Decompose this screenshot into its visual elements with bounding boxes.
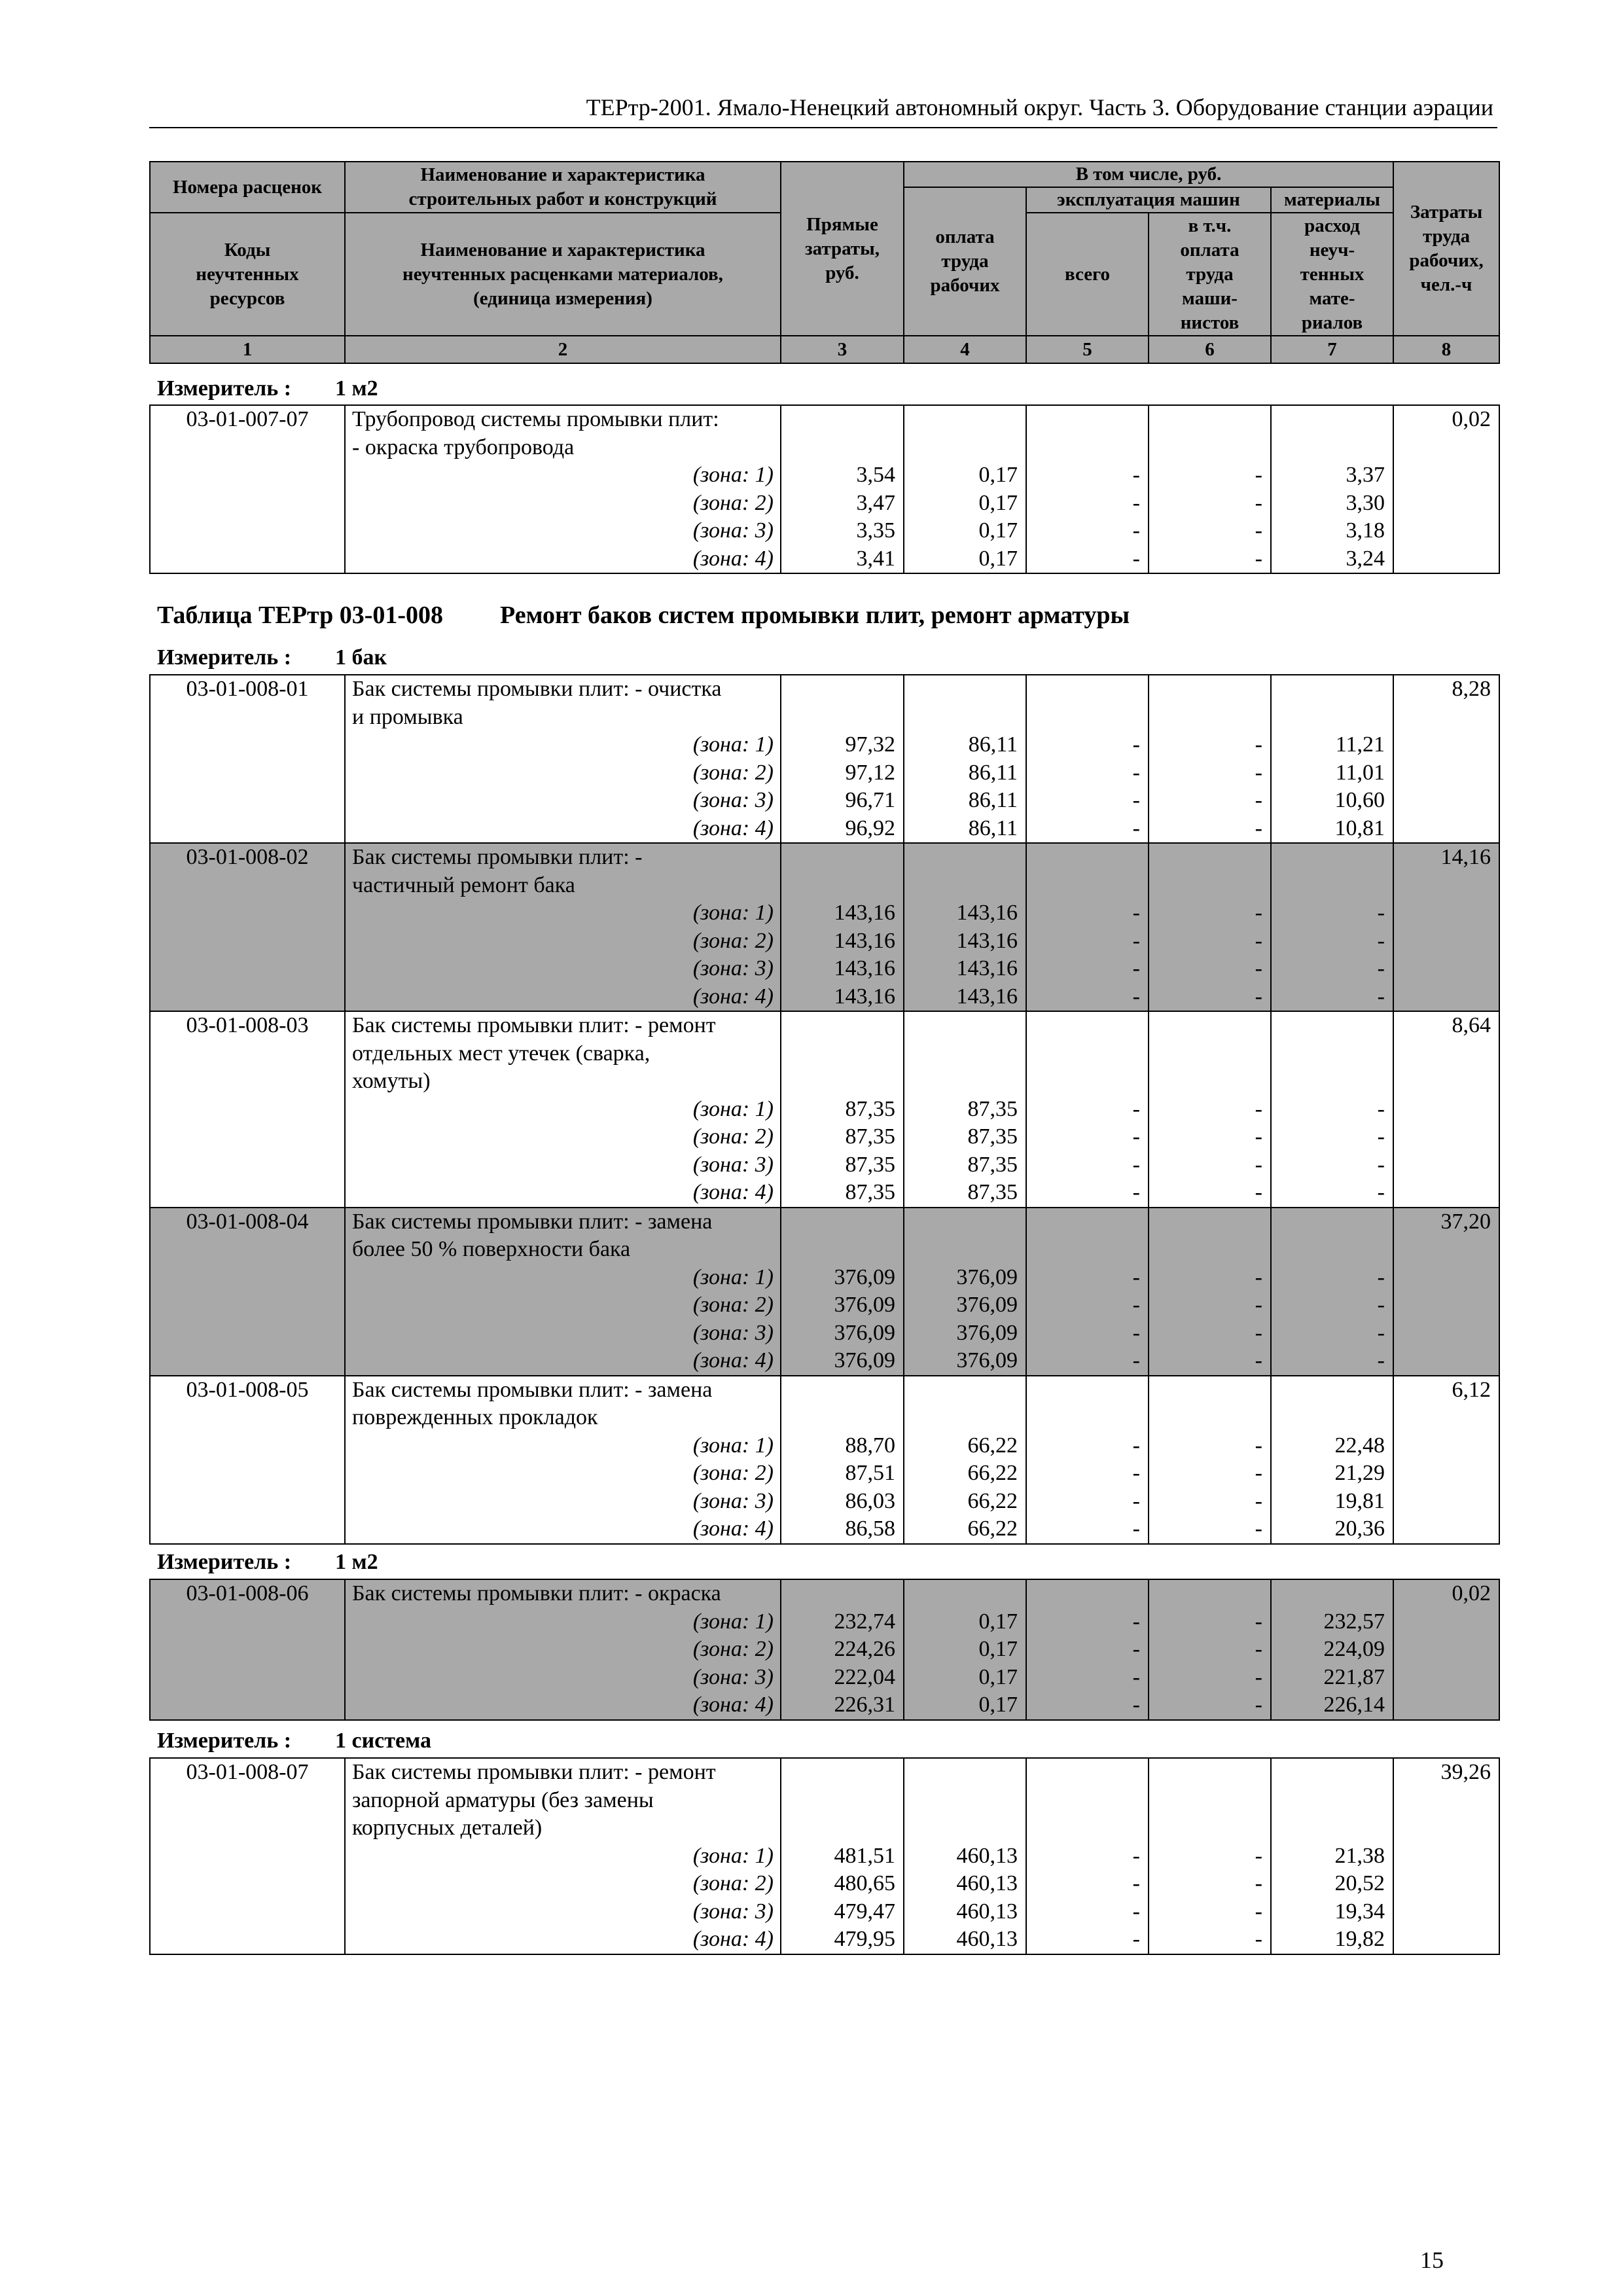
rate-code: 03-01-007-07 xyxy=(186,407,309,431)
col1-header-bottom: Коды неучтенных ресурсов xyxy=(150,213,345,336)
zone-label: (зона: 2) xyxy=(692,760,774,785)
machinist-pay-value: - xyxy=(1255,928,1262,953)
measure-label: Измеритель : xyxy=(157,645,292,670)
col-number: 3 xyxy=(781,336,904,363)
machine-total-value: - xyxy=(1132,1348,1140,1372)
materials-value: 19,81 xyxy=(1334,1488,1385,1513)
rates-table xyxy=(149,1579,1500,1721)
zone-label: (зона: 3) xyxy=(692,956,774,980)
direct-cost-value: 96,92 xyxy=(845,816,895,840)
machine-total-value: - xyxy=(1132,546,1140,571)
direct-cost-value: 86,58 xyxy=(845,1516,895,1541)
col-number: 6 xyxy=(1149,336,1271,363)
rate-code: 03-01-008-04 xyxy=(186,1209,309,1234)
col-number: 1 xyxy=(150,336,345,363)
zone-label: (зона: 2) xyxy=(692,1637,774,1661)
zone-label: (зона: 4) xyxy=(692,984,774,1009)
machinist-pay-value: - xyxy=(1255,760,1262,785)
rate-name-line: запорной арматуры (без замены xyxy=(352,1787,654,1812)
worker-pay-value: 460,13 xyxy=(956,1843,1018,1868)
machine-total-value: - xyxy=(1132,1265,1140,1289)
rate-name-line: Трубопровод системы промывки плит: xyxy=(352,407,719,431)
rates-table xyxy=(149,674,1500,1545)
column-header-table xyxy=(149,161,1500,364)
materials-value: - xyxy=(1377,1124,1385,1149)
worker-pay-value: 87,35 xyxy=(967,1124,1018,1149)
worker-pay-value: 66,22 xyxy=(967,1433,1018,1458)
zone-label: (зона: 3) xyxy=(692,1899,774,1924)
rate-name-line: Бак системы промывки плит: - xyxy=(352,845,643,869)
materials-value: 221,87 xyxy=(1323,1664,1385,1689)
zone-label: (зона: 3) xyxy=(692,788,774,812)
machine-total-value: - xyxy=(1132,1664,1140,1689)
worker-pay-value: 143,16 xyxy=(956,928,1018,953)
direct-cost-value: 3,47 xyxy=(856,490,895,515)
rate-name-line: Бак системы промывки плит: - окраска xyxy=(352,1581,721,1605)
worker-pay-value: 143,16 xyxy=(956,956,1018,980)
worker-pay-value: 460,13 xyxy=(956,1927,1018,1951)
rate-code: 03-01-008-02 xyxy=(186,845,309,869)
worker-pay-value: 66,22 xyxy=(967,1488,1018,1513)
zone-label: (зона: 2) xyxy=(692,1871,774,1895)
materials-value: 3,37 xyxy=(1346,463,1385,487)
direct-cost-value: 96,71 xyxy=(845,788,895,812)
machinist-pay-value: - xyxy=(1255,1899,1262,1924)
zone-label: (зона: 4) xyxy=(692,1348,774,1372)
materials-value: 11,01 xyxy=(1335,760,1385,785)
worker-pay-value: 460,13 xyxy=(956,1871,1018,1895)
zone-label: (зона: 1) xyxy=(692,901,774,925)
worker-pay-value: 0,17 xyxy=(978,1664,1018,1689)
direct-cost-value: 3,54 xyxy=(856,463,895,487)
rate-row xyxy=(150,843,1499,1011)
col2-header-bottom: Наименование и характеристика неучтенных расценками материалов, (единица измерения) xyxy=(345,213,781,336)
rate-name-line: - окраска трубопровода xyxy=(352,435,575,459)
group-header-materials: материалы xyxy=(1271,187,1393,213)
zone-label: (зона: 1) xyxy=(692,1609,774,1634)
labor-cost-value: 0,02 xyxy=(1452,1581,1491,1605)
zone-label: (зона: 2) xyxy=(692,1293,774,1317)
zone-label: (зона: 3) xyxy=(692,1664,774,1689)
worker-pay-value: 86,11 xyxy=(968,788,1018,812)
worker-pay-value: 66,22 xyxy=(967,1461,1018,1485)
machine-total-value: - xyxy=(1132,1609,1140,1634)
machinist-pay-value: - xyxy=(1255,901,1262,925)
zone-label: (зона: 1) xyxy=(692,1096,774,1121)
worker-pay-value: 376,09 xyxy=(956,1265,1018,1289)
machinist-pay-value: - xyxy=(1255,1320,1262,1345)
labor-cost-value: 37,20 xyxy=(1440,1209,1491,1234)
measure-value: 1 бак xyxy=(335,645,387,670)
machine-total-value: - xyxy=(1132,984,1140,1009)
worker-pay-value: 0,17 xyxy=(978,1637,1018,1661)
direct-cost-value: 3,35 xyxy=(856,518,895,543)
machinist-pay-value: - xyxy=(1255,1488,1262,1513)
machine-total-value: - xyxy=(1132,490,1140,515)
worker-pay-value: 0,17 xyxy=(978,518,1018,543)
machinist-pay-value: - xyxy=(1255,1871,1262,1895)
rate-code: 03-01-008-07 xyxy=(186,1760,309,1784)
materials-value: - xyxy=(1377,1096,1385,1121)
worker-pay-value: 376,09 xyxy=(956,1293,1018,1317)
direct-cost-value: 87,35 xyxy=(845,1096,895,1121)
col5-header: всего xyxy=(1026,213,1149,336)
rate-row xyxy=(150,1011,1499,1208)
table-title: Ремонт баков систем промывки плит, ремонт арматуры xyxy=(500,601,1130,629)
materials-value: - xyxy=(1377,1180,1385,1204)
materials-value: - xyxy=(1377,901,1385,925)
materials-value: 232,57 xyxy=(1323,1609,1385,1634)
zone-label: (зона: 4) xyxy=(692,546,774,571)
worker-pay-value: 460,13 xyxy=(956,1899,1018,1924)
machinist-pay-value: - xyxy=(1255,1152,1262,1177)
worker-pay-value: 0,17 xyxy=(978,463,1018,487)
rate-row xyxy=(150,1208,1499,1376)
worker-pay-value: 143,16 xyxy=(956,901,1018,925)
direct-cost-value: 3,41 xyxy=(856,546,895,571)
measure-label: Измеритель : xyxy=(157,1729,292,1753)
col-number: 4 xyxy=(904,336,1026,363)
rate-name-line: корпусных деталей) xyxy=(352,1816,543,1840)
direct-cost-value: 143,16 xyxy=(834,984,895,1009)
header-rule xyxy=(149,127,1497,128)
direct-cost-value: 376,09 xyxy=(834,1320,895,1345)
direct-cost-value: 376,09 xyxy=(834,1348,895,1372)
worker-pay-value: 376,09 xyxy=(956,1320,1018,1345)
machinist-pay-value: - xyxy=(1255,1664,1262,1689)
labor-cost-value: 8,64 xyxy=(1452,1013,1491,1037)
rate-code: 03-01-008-03 xyxy=(186,1013,309,1037)
col3-header: Прямые затраты, руб. xyxy=(781,162,904,336)
col-number: 8 xyxy=(1393,336,1499,363)
machine-total-value: - xyxy=(1132,1488,1140,1513)
materials-value: 3,24 xyxy=(1346,546,1385,571)
materials-value: - xyxy=(1377,928,1385,953)
machine-total-value: - xyxy=(1132,1320,1140,1345)
direct-cost-value: 222,04 xyxy=(834,1664,895,1689)
labor-cost-value: 6,12 xyxy=(1452,1377,1491,1402)
col4-header: оплата труда рабочих xyxy=(904,187,1026,336)
direct-cost-value: 97,12 xyxy=(845,760,895,785)
materials-value: 19,82 xyxy=(1334,1927,1385,1951)
machinist-pay-value: - xyxy=(1255,816,1262,840)
materials-value: 226,14 xyxy=(1323,1693,1385,1717)
page-number: 15 xyxy=(1420,2247,1444,2273)
zone-label: (зона: 2) xyxy=(692,1124,774,1149)
measure-value: 1 м2 xyxy=(335,376,378,401)
materials-value: 21,29 xyxy=(1334,1461,1385,1485)
labor-cost-value: 8,28 xyxy=(1452,677,1491,701)
zone-label: (зона: 4) xyxy=(692,1180,774,1204)
direct-cost-value: 224,26 xyxy=(834,1637,895,1661)
worker-pay-value: 86,11 xyxy=(968,760,1018,785)
measure-label: Измеритель : xyxy=(157,1550,292,1574)
machinist-pay-value: - xyxy=(1255,1096,1262,1121)
rates-table xyxy=(149,404,1500,574)
measure-line xyxy=(157,376,378,402)
rate-name-line: Бак системы промывки плит: - замена xyxy=(352,1209,713,1234)
materials-value: 10,81 xyxy=(1334,816,1385,840)
direct-cost-value: 87,35 xyxy=(845,1152,895,1177)
machinist-pay-value: - xyxy=(1255,1516,1262,1541)
col8-header: Затраты труда рабочих, чел.-ч xyxy=(1393,162,1499,336)
machine-total-value: - xyxy=(1132,1461,1140,1485)
zone-label: (зона: 3) xyxy=(692,518,774,543)
zone-label: (зона: 3) xyxy=(692,1488,774,1513)
table-number: Таблица ТЕРтр 03-01-008 xyxy=(157,601,444,629)
rate-name-line: поврежденных прокладок xyxy=(352,1405,598,1429)
machine-total-value: - xyxy=(1132,956,1140,980)
worker-pay-value: 66,22 xyxy=(967,1516,1018,1541)
machine-total-value: - xyxy=(1132,732,1140,757)
machinist-pay-value: - xyxy=(1255,518,1262,543)
rate-code: 03-01-008-06 xyxy=(186,1581,309,1605)
machine-total-value: - xyxy=(1132,1180,1140,1204)
machine-total-value: - xyxy=(1132,901,1140,925)
rate-name-line: Бак системы промывки плит: - ремонт xyxy=(352,1013,716,1037)
col-number: 2 xyxy=(345,336,781,363)
machinist-pay-value: - xyxy=(1255,1433,1262,1458)
machinist-pay-value: - xyxy=(1255,732,1262,757)
labor-cost-value: 39,26 xyxy=(1440,1760,1491,1784)
zone-label: (зона: 3) xyxy=(692,1320,774,1345)
col2-header-top: Наименование и характеристика строительных работ и конструкций xyxy=(345,162,781,213)
direct-cost-value: 226,31 xyxy=(834,1693,895,1717)
machinist-pay-value: - xyxy=(1255,984,1262,1009)
direct-cost-value: 143,16 xyxy=(834,956,895,980)
materials-value: - xyxy=(1377,956,1385,980)
zone-label: (зона: 2) xyxy=(692,928,774,953)
machinist-pay-value: - xyxy=(1255,1461,1262,1485)
worker-pay-value: 0,17 xyxy=(978,546,1018,571)
machine-total-value: - xyxy=(1132,463,1140,487)
direct-cost-value: 376,09 xyxy=(834,1293,895,1317)
machine-total-value: - xyxy=(1132,1433,1140,1458)
machine-total-value: - xyxy=(1132,1899,1140,1924)
rate-name-line: Бак системы промывки плит: - очистка xyxy=(352,677,722,701)
rate-code: 03-01-008-01 xyxy=(186,677,309,701)
materials-value: 22,48 xyxy=(1334,1433,1385,1458)
direct-cost-value: 97,32 xyxy=(845,732,895,757)
machine-total-value: - xyxy=(1132,1124,1140,1149)
zone-label: (зона: 1) xyxy=(692,1265,774,1289)
machine-total-value: - xyxy=(1132,1516,1140,1541)
machine-total-value: - xyxy=(1132,1927,1140,1951)
machine-total-value: - xyxy=(1132,1843,1140,1868)
zone-label: (зона: 4) xyxy=(692,1516,774,1541)
direct-cost-value: 87,51 xyxy=(845,1461,895,1485)
materials-value: 11,21 xyxy=(1335,732,1385,757)
worker-pay-value: 87,35 xyxy=(967,1180,1018,1204)
rate-name-line: отдельных мест утечек (сварка, xyxy=(352,1041,651,1066)
machinist-pay-value: - xyxy=(1255,956,1262,980)
machinist-pay-value: - xyxy=(1255,1693,1262,1717)
machine-total-value: - xyxy=(1132,1152,1140,1177)
materials-value: 3,18 xyxy=(1346,518,1385,543)
machine-total-value: - xyxy=(1132,760,1140,785)
worker-pay-value: 0,17 xyxy=(978,490,1018,515)
zone-label: (зона: 1) xyxy=(692,1843,774,1868)
rate-name-line: частичный ремонт бака xyxy=(352,872,575,897)
materials-value: 20,52 xyxy=(1334,1871,1385,1895)
rate-row xyxy=(150,1579,1499,1720)
machinist-pay-value: - xyxy=(1255,1927,1262,1951)
worker-pay-value: 143,16 xyxy=(956,984,1018,1009)
measure-value: 1 система xyxy=(335,1729,431,1753)
materials-value: - xyxy=(1377,1265,1385,1289)
measure-line xyxy=(157,1728,431,1754)
measure-line xyxy=(157,1549,378,1575)
rate-row xyxy=(150,675,1499,843)
materials-value: 224,09 xyxy=(1323,1637,1385,1661)
measure-label: Измеритель : xyxy=(157,376,292,401)
worker-pay-value: 86,11 xyxy=(968,816,1018,840)
materials-value: - xyxy=(1377,1152,1385,1177)
rate-row xyxy=(150,405,1499,573)
machine-total-value: - xyxy=(1132,1693,1140,1717)
page-header-title: ТЕРтр-2001. Ямало-Ненецкий автономный округ. Часть 3. Оборудование станции аэрации xyxy=(586,94,1493,120)
measure-value: 1 м2 xyxy=(335,1550,378,1574)
direct-cost-value: 480,65 xyxy=(834,1871,895,1895)
direct-cost-value: 87,35 xyxy=(845,1180,895,1204)
materials-value: 20,36 xyxy=(1334,1516,1385,1541)
col-number: 5 xyxy=(1026,336,1149,363)
materials-value: 3,30 xyxy=(1346,490,1385,515)
rate-row xyxy=(150,1376,1499,1544)
materials-value: 19,34 xyxy=(1334,1899,1385,1924)
machine-total-value: - xyxy=(1132,1871,1140,1895)
rate-name-line: и промывка xyxy=(352,704,463,729)
materials-value: 10,60 xyxy=(1334,788,1385,812)
machine-total-value: - xyxy=(1132,788,1140,812)
machine-total-value: - xyxy=(1132,518,1140,543)
zone-label: (зона: 4) xyxy=(692,816,774,840)
materials-value: - xyxy=(1377,1348,1385,1372)
materials-value: - xyxy=(1377,1293,1385,1317)
zone-label: (зона: 2) xyxy=(692,490,774,515)
machine-total-value: - xyxy=(1132,1096,1140,1121)
rate-name-line: Бак системы промывки плит: - ремонт xyxy=(352,1760,716,1784)
machinist-pay-value: - xyxy=(1255,490,1262,515)
direct-cost-value: 87,35 xyxy=(845,1124,895,1149)
rate-name-line: хомуты) xyxy=(352,1069,431,1093)
direct-cost-value: 232,74 xyxy=(834,1609,895,1634)
rate-row xyxy=(150,1758,1499,1954)
direct-cost-value: 143,16 xyxy=(834,901,895,925)
col7-header: расход неуч- тенных мате- риалов xyxy=(1271,213,1393,336)
direct-cost-value: 143,16 xyxy=(834,928,895,953)
col1-header-top: Номера расценок xyxy=(150,162,345,213)
group-header-machines: эксплуатация машин xyxy=(1026,187,1271,213)
rate-code: 03-01-008-05 xyxy=(186,1377,309,1402)
direct-cost-value: 86,03 xyxy=(845,1488,895,1513)
direct-cost-value: 481,51 xyxy=(834,1843,895,1868)
machinist-pay-value: - xyxy=(1255,1348,1262,1372)
labor-cost-value: 14,16 xyxy=(1440,845,1491,869)
rate-name-line: Бак системы промывки плит: - замена xyxy=(352,1377,713,1402)
worker-pay-value: 86,11 xyxy=(968,732,1018,757)
machinist-pay-value: - xyxy=(1255,788,1262,812)
machinist-pay-value: - xyxy=(1255,1609,1262,1634)
machinist-pay-value: - xyxy=(1255,1265,1262,1289)
materials-value: - xyxy=(1377,1320,1385,1345)
machine-total-value: - xyxy=(1132,816,1140,840)
machinist-pay-value: - xyxy=(1255,1637,1262,1661)
rate-name-line: более 50 % поверхности бака xyxy=(352,1237,631,1261)
worker-pay-value: 87,35 xyxy=(967,1152,1018,1177)
group-header-total: В том числе, руб. xyxy=(904,162,1393,187)
zone-label: (зона: 4) xyxy=(692,1693,774,1717)
machinist-pay-value: - xyxy=(1255,1293,1262,1317)
zone-label: (зона: 3) xyxy=(692,1152,774,1177)
worker-pay-value: 87,35 xyxy=(967,1096,1018,1121)
direct-cost-value: 88,70 xyxy=(845,1433,895,1458)
labor-cost-value: 0,02 xyxy=(1452,407,1491,431)
col-number: 7 xyxy=(1271,336,1393,363)
direct-cost-value: 376,09 xyxy=(834,1265,895,1289)
machinist-pay-value: - xyxy=(1255,1180,1262,1204)
zone-label: (зона: 2) xyxy=(692,1461,774,1485)
direct-cost-value: 479,47 xyxy=(834,1899,895,1924)
materials-value: - xyxy=(1377,984,1385,1009)
machinist-pay-value: - xyxy=(1255,1843,1262,1868)
machine-total-value: - xyxy=(1132,928,1140,953)
table-heading xyxy=(157,601,1130,630)
measure-line xyxy=(157,645,387,671)
worker-pay-value: 0,17 xyxy=(978,1609,1018,1634)
machine-total-value: - xyxy=(1132,1293,1140,1317)
machine-total-value: - xyxy=(1132,1637,1140,1661)
zone-label: (зона: 1) xyxy=(692,732,774,757)
machinist-pay-value: - xyxy=(1255,463,1262,487)
zone-label: (зона: 4) xyxy=(692,1927,774,1951)
machinist-pay-value: - xyxy=(1255,546,1262,571)
worker-pay-value: 376,09 xyxy=(956,1348,1018,1372)
worker-pay-value: 0,17 xyxy=(978,1693,1018,1717)
materials-value: 21,38 xyxy=(1334,1843,1385,1868)
zone-label: (зона: 1) xyxy=(692,1433,774,1458)
machinist-pay-value: - xyxy=(1255,1124,1262,1149)
col6-header: в т.ч. оплата труда маши- нистов xyxy=(1149,213,1271,336)
zone-label: (зона: 1) xyxy=(692,463,774,487)
rates-table xyxy=(149,1757,1500,1955)
direct-cost-value: 479,95 xyxy=(834,1927,895,1951)
